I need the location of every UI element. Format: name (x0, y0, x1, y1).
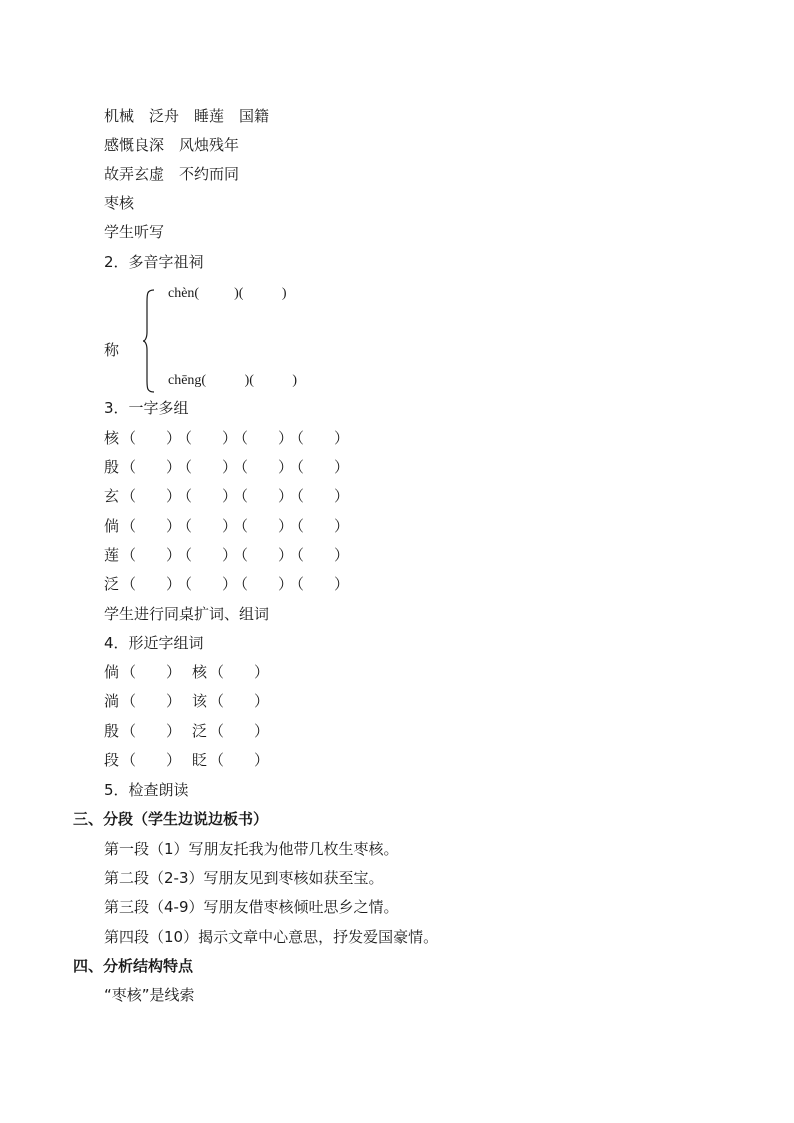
blank-slot: （ ） (289, 458, 350, 476)
word-line-4: 枣核 (104, 194, 135, 212)
similar-char-row (104, 721, 364, 741)
blank-slot: （ ） (177, 546, 238, 564)
blank-slot: （ ） (177, 517, 238, 535)
blank-slot: （ ） (121, 663, 182, 681)
blank-slot: （ ） (233, 546, 294, 564)
blank-slot: （ ） (233, 517, 294, 535)
similar-char-row (104, 662, 364, 682)
blank-slot: （ ） (209, 722, 270, 740)
word-group-char: 泛 (104, 575, 120, 593)
similar-char-row (104, 750, 364, 770)
similar-char: 殷 (104, 722, 120, 740)
blank-slot: （ ） (121, 692, 182, 710)
similar-char-row (104, 691, 364, 711)
blank-slot: （ ） (121, 575, 182, 593)
blank-slot: （ ） (289, 575, 350, 593)
paragraph-line-3: 第三段（4-9）写朋友借枣核倾吐思乡之情。 (104, 898, 399, 916)
word-group-char: 殷 (104, 458, 120, 476)
section4-line: “枣核”是线索 (104, 986, 195, 1004)
item5-heading: 5．检查朗读 (104, 781, 189, 799)
blank-slot: （ ） (121, 546, 182, 564)
word-line-5: 学生听写 (104, 223, 165, 241)
blank-slot: （ ） (177, 575, 238, 593)
similar-char: 泛 (192, 722, 208, 740)
word-line-2: 感慨良深 风烛残年 (104, 136, 240, 154)
blank-slot: （ ） (121, 429, 182, 447)
blank-slot: （ ） (289, 487, 350, 505)
blank-slot: （ ） (233, 458, 294, 476)
similar-char: 核 (192, 663, 208, 681)
item3-note: 学生进行同桌扩词、组词 (104, 605, 270, 623)
blank-slot: （ ） (121, 517, 182, 535)
blank-slot: （ ） (177, 487, 238, 505)
word-line-3: 故弄玄虚 不约而同 (104, 165, 240, 183)
paragraph-line-2: 第二段（2-3）写朋友见到枣核如获至宝。 (104, 869, 384, 887)
paragraph-line-1: 第一段（1）写朋友托我为他带几枚生枣核。 (104, 840, 399, 858)
polyphone-char: 称 (104, 341, 120, 359)
word-group-char: 玄 (104, 487, 120, 505)
word-line-1: 机械 泛舟 睡莲 国籍 (104, 107, 270, 125)
blank-slot: （ ） (121, 487, 182, 505)
blank-slot: （ ） (289, 546, 350, 564)
word-group-char: 核 (104, 429, 120, 447)
blank-slot: （ ） (177, 458, 238, 476)
reading-bottom: chēng( )( ) (168, 373, 298, 388)
blank-slot: （ ） (177, 429, 238, 447)
blank-slot: （ ） (289, 517, 350, 535)
similar-char: 段 (104, 751, 120, 769)
item4-heading: 4．形近字组词 (104, 634, 204, 652)
paragraph-line-4: 第四段（10）揭示文章中心意思，抒发爱国豪情。 (104, 928, 439, 946)
blank-slot: （ ） (289, 429, 350, 447)
word-group-char: 莲 (104, 546, 120, 564)
reading-top: chèn( )( ) (168, 286, 287, 301)
curly-brace-icon (142, 288, 156, 394)
item3-heading: 3．一字多组 (104, 399, 189, 417)
blank-slot: （ ） (209, 663, 270, 681)
blank-slot: （ ） (233, 429, 294, 447)
blank-slot: （ ） (209, 692, 270, 710)
blank-slot: （ ） (121, 751, 182, 769)
word-group-char: 倘 (104, 517, 120, 535)
similar-char: 倘 (104, 663, 120, 681)
item2-heading: 2．多音字祖祠 (104, 253, 204, 271)
similar-char: 眨 (192, 751, 208, 769)
blank-slot: （ ） (121, 722, 182, 740)
blank-slot: （ ） (233, 575, 294, 593)
blank-slot: （ ） (233, 487, 294, 505)
similar-char: 淌 (104, 692, 120, 710)
section4-heading: 四、分析结构特点 (73, 957, 194, 975)
blank-slot: （ ） (121, 458, 182, 476)
blank-slot: （ ） (209, 751, 270, 769)
similar-char: 该 (192, 692, 208, 710)
section3-heading: 三、分段（学生边说边板书） (73, 810, 269, 828)
